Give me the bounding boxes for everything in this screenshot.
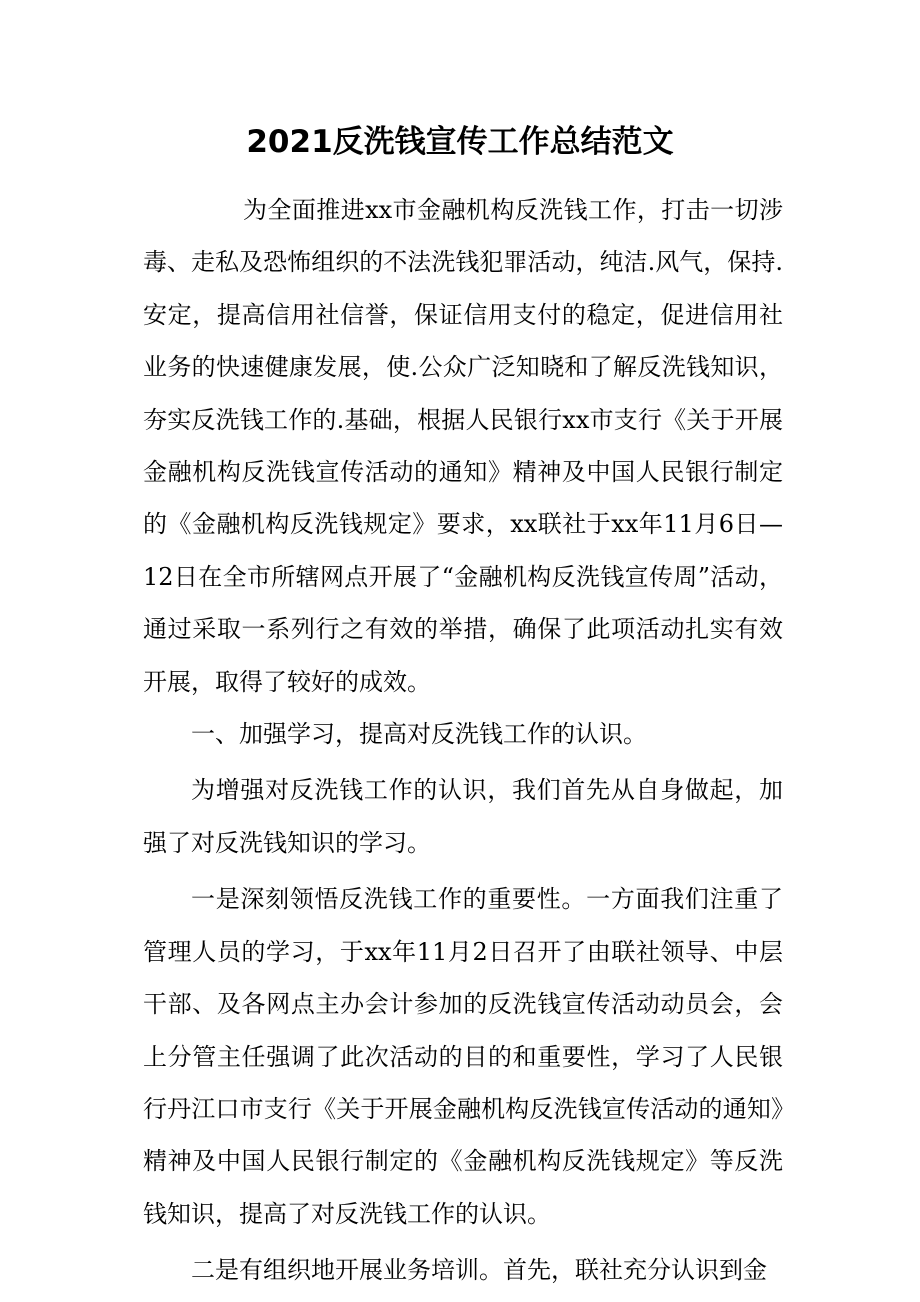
document-title: 2021反洗钱宣传工作总结范文	[246, 124, 674, 160]
paragraph-study: 为增强对反洗钱工作的认识，我们首先从自身做起，加强了对反洗钱知识的学习。	[143, 776, 783, 857]
paragraph-point-1: 一是深刻领悟反洗钱工作的重要性。一方面我们注重了管理人员的学习，于xx年11月2日召开了由联社领导、中层干部、及各网点主办会计参加的反洗钱宣传活动动员会，会上分管主任强调了此次活动的目的和重要性，学习了人民银行丹江口市支行《关于开展金融机构反洗钱宣传活动的通知》精神及中国人民银行制定的《金融机构反洗钱规定》等反洗钱知识，提高了对反洗钱工作的认识。	[143, 885, 783, 1228]
paragraph-intro: 为全面推进xx市金融机构反洗钱工作，打击一切涉毒、走私及恐怖组织的不法洗钱犯罪活动，纯洁.风气，保持.安定，提高信用社信誉，保证信用支付的稳定，促进信用社业务的快速健康发展，使.公众广泛知晓和了解反洗钱知识，夯实反洗钱工作的.基础，根据人民银行xx市支行《关于开展金融机构反洗钱宣传活动的通知》精神及中国人民银行制定的《金融机构反洗钱规定》要求，xx联社于xx年11月6日—12日在全市所辖网点开展了“金融机构反洗钱宣传周”活动，通过采取一系列行之有效的举措，确保了此项活动扎实有效开展，取得了较好的成效。	[143, 196, 783, 696]
section-heading-1: 一、加强学习，提高对反洗钱工作的认识。	[191, 720, 647, 749]
document-body	[143, 184, 783, 1297]
paragraph-point-2: 二是有组织地开展业务培训。首先，联社充分认识到金	[191, 1256, 767, 1285]
